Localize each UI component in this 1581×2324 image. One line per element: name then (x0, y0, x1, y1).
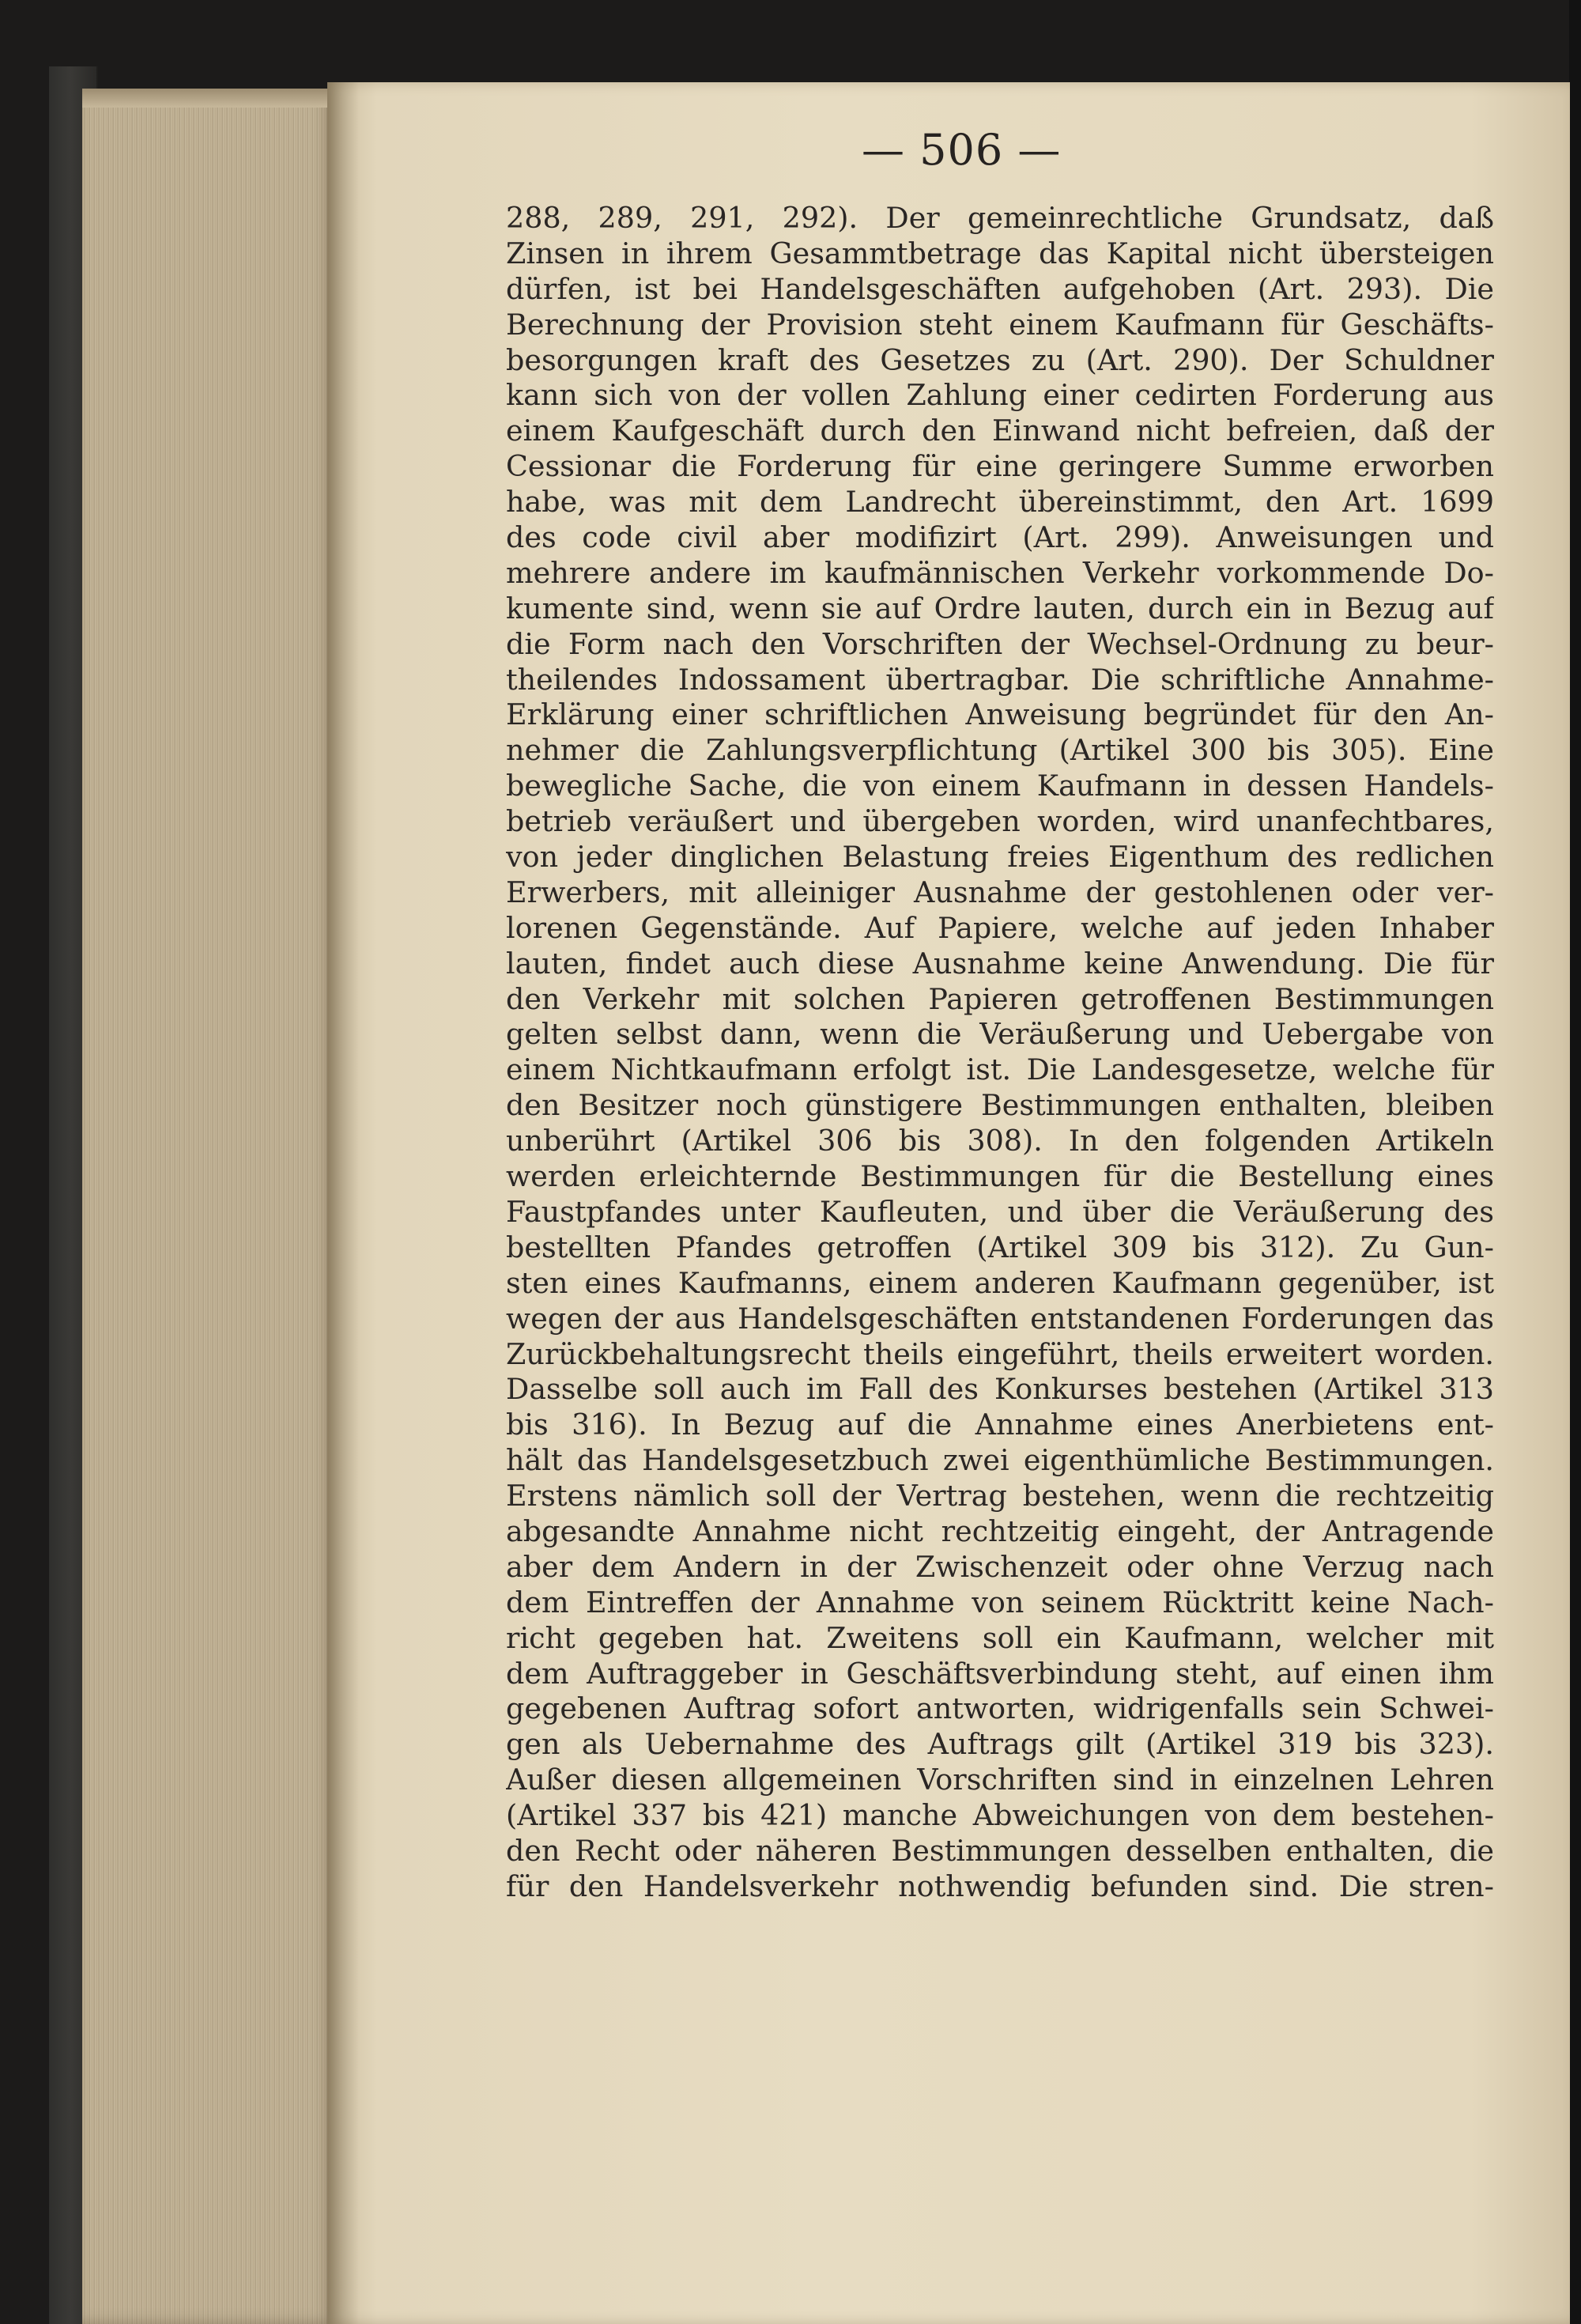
text-line: (Artikel 337 bis 421) manche Abweichungen von dem bestehen- (506, 1798, 1494, 1833)
text-line: Erklärung einer schriftlichen Anweisung begründet für den An- (506, 697, 1494, 732)
text-line: von jeder dinglichen Belastung freies Eigenthum des redlichen (506, 840, 1494, 875)
text-line: den Besitzer noch günstigere Bestimmungen enthalten, bleiben (506, 1088, 1494, 1123)
text-line: dürfen, ist bei Handelsgeschäften aufgehoben (Art. 293). Die (506, 271, 1494, 306)
text-line: nehmer die Zahlungsverpflichtung (Artikel 300 bis 305). Eine (506, 733, 1494, 768)
text-line: kann sich von der vollen Zahlung einer cedirten Forderung aus (506, 378, 1494, 413)
gutter-shadow (327, 82, 359, 2324)
page-stack-edges (82, 89, 335, 2324)
text-line: die Form nach den Vorschriften der Wechsel-Ordnung zu beur- (506, 626, 1494, 661)
text-line: habe, was mit dem Landrecht übereinstimmt, den Art. 1699 (506, 485, 1494, 520)
page-stack-top (82, 89, 335, 108)
text-line: den Verkehr mit solchen Papieren getroffenen Bestimmungen (506, 981, 1494, 1016)
text-line: Erstens nämlich soll der Vertrag bestehen, wenn die rechtzeitig (506, 1479, 1494, 1513)
text-line: Berechnung der Provision steht einem Kaufmann für Geschäfts- (506, 307, 1494, 342)
text-line: einem Kaufgeschäft durch den Einwand nicht befreien, daß der (506, 414, 1494, 448)
text-line: theilendes Indossament übertragbar. Die schriftliche Annahme- (506, 662, 1494, 697)
text-line: sten eines Kaufmanns, einem anderen Kaufmann gegenüber, ist (506, 1265, 1494, 1300)
text-line: des code civil aber modifizirt (Art. 299). Anweisungen und (506, 520, 1494, 555)
text-line: unberührt (Artikel 306 bis 308). In den folgenden Artikeln (506, 1124, 1494, 1158)
text-line: Erwerbers, mit alleiniger Ausnahme der gestohlenen oder ver- (506, 875, 1494, 909)
text-line: den Recht oder näheren Bestimmungen desselben enthalten, die (506, 1833, 1494, 1868)
text-line: bestellten Pfandes getroffen (Artikel 309 bis 312). Zu Gun- (506, 1230, 1494, 1264)
text-line: gen als Uebernahme des Auftrags gilt (Artikel 319 bis 323). (506, 1727, 1494, 1762)
text-line: dem Auftraggeber in Geschäftsverbindung steht, auf einen ihm (506, 1656, 1494, 1691)
text-line: dem Eintreffen der Annahme von seinem Rücktritt keine Nach- (506, 1585, 1494, 1619)
text-line: betrieb veräußert und übergeben worden, wird unanfechtbares, (506, 804, 1494, 839)
text-line: Faustpfandes unter Kaufleuten, und über die Veräußerung des (506, 1194, 1494, 1229)
page-number: — 506 — (862, 125, 1062, 175)
text-line: besorgungen kraft des Gesetzes zu (Art. 290). Der Schuldner (506, 342, 1494, 377)
text-line: bewegliche Sache, die von einem Kaufmann in dessen Handels- (506, 769, 1494, 803)
scan-backdrop (1569, 0, 1581, 2324)
text-line: Zinsen in ihrem Gesammtbetrage das Kapital nicht übersteigen (506, 236, 1494, 270)
text-line: lauten, findet auch diese Ausnahme keine Anwendung. Die für (506, 946, 1494, 981)
text-line: mehrere andere im kaufmännischen Verkehr vorkommende Do- (506, 555, 1494, 590)
text-line: Zurückbehaltungsrecht theils eingeführt, theils erweitert worden. (506, 1336, 1494, 1371)
text-line: kumente sind, wenn sie auf Ordre lauten, durch ein in Bezug auf (506, 591, 1494, 625)
text-line: für den Handelsverkehr nothwendig befunden sind. Die stren- (506, 1869, 1494, 1903)
text-line: bis 316). In Bezug auf die Annahme eines Anerbietens ent- (506, 1408, 1494, 1442)
text-line: gegebenen Auftrag sofort antworten, widrigenfalls sein Schwei- (506, 1691, 1494, 1726)
text-line: richt gegeben hat. Zweitens soll ein Kaufmann, welcher mit (506, 1620, 1494, 1655)
text-line: werden erleichternde Bestimmungen für die Bestellung eines (506, 1159, 1494, 1194)
text-line: abgesandte Annahme nicht rechtzeitig eingeht, der Antragende (506, 1513, 1494, 1548)
body-text (506, 201, 1494, 1905)
text-line: hält das Handelsgesetzbuch zwei eigenthümliche Bestimmungen. (506, 1443, 1494, 1478)
text-line: wegen der aus Handelsgeschäften entstandenen Forderungen das (506, 1301, 1494, 1336)
text-line: Dasselbe soll auch im Fall des Konkurses bestehen (Artikel 313 (506, 1372, 1494, 1407)
text-line: einem Nichtkaufmann erfolgt ist. Die Landesgesetze, welche für (506, 1052, 1494, 1087)
text-line: 288, 289, 291, 292). Der gemeinrechtliche Grundsatz, daß (506, 201, 1494, 235)
text-line: Außer diesen allgemeinen Vorschriften sind in einzelnen Lehren (506, 1763, 1494, 1797)
text-line: lorenen Gegenstände. Auf Papiere, welche auf jeden Inhaber (506, 910, 1494, 945)
text-line: gelten selbst dann, wenn die Veräußerung und Uebergabe von (506, 1017, 1494, 1052)
text-line: Cessionar die Forderung für eine geringere Summe erworben (506, 449, 1494, 484)
text-line: aber dem Andern in der Zwischenzeit oder ohne Verzug nach (506, 1549, 1494, 1584)
